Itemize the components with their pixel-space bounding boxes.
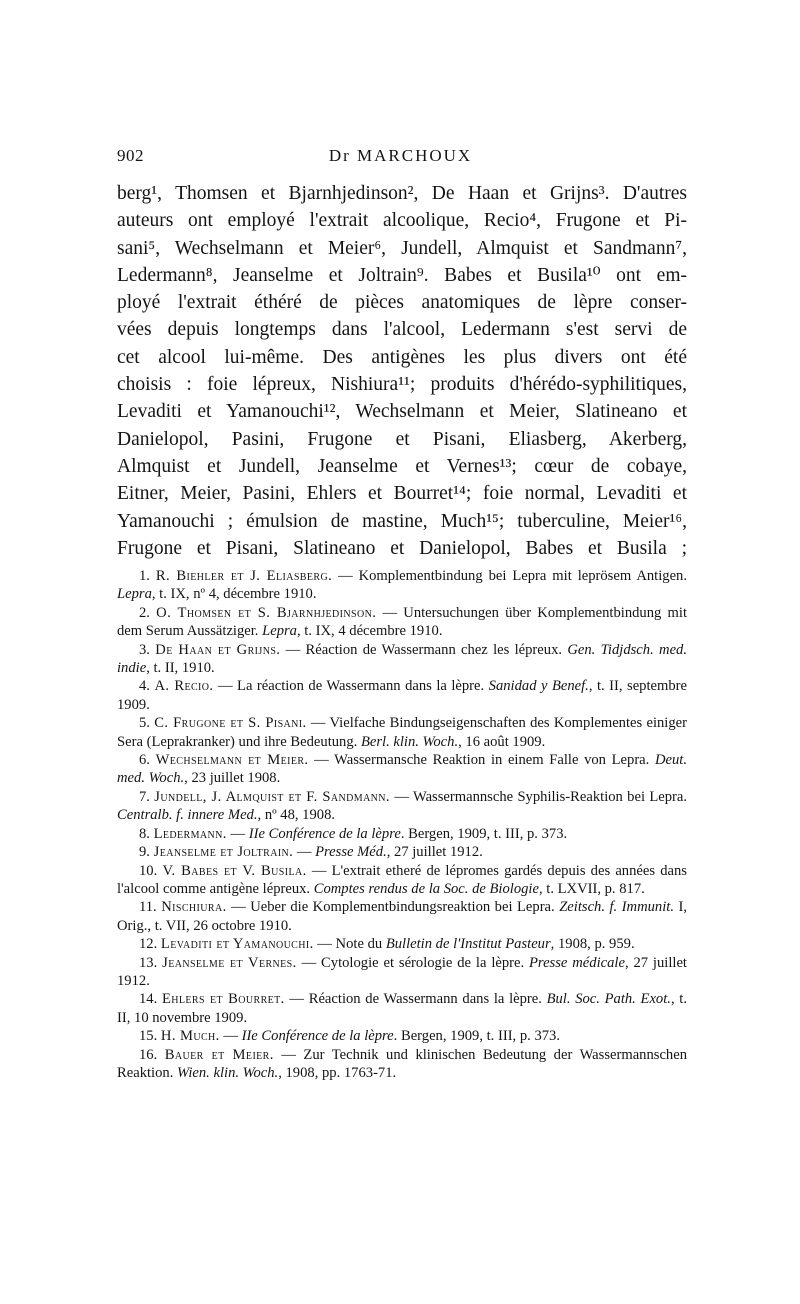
footnote [117,604,687,641]
footnote-source: Lepra [262,623,297,640]
footnote-number: 3. [139,641,150,658]
footnote-text: — La réaction de Wassermann dans la lèpre. [213,678,489,695]
footnote [117,567,687,604]
footnote-rest: I, Orig., t. VII, 26 octobre 1910. [117,899,687,934]
body-line: Danielopol, Pasini, Frugone et Pisani, Eliasberg, Akerberg, [117,428,687,450]
footnote-authors: Nischiura. [161,899,227,916]
running-head: Dr MARCHOUX [328,146,473,165]
footnote-number: 9. [139,844,150,861]
footnote-number: 8. [139,825,150,842]
body-line: sani⁵, Wechselmann et Meier⁶, Jundell, Almquist et Sandmann⁷, [117,237,687,259]
footnote [117,954,687,991]
body-line: choisis : foie lépreux, Nishiura¹¹; produits d'hérédo-syphilitiques, [117,374,687,396]
footnote-rest: , t. II, 1910. [146,660,215,677]
footnote-source: IIe Conférence de la lèpre [241,1028,394,1045]
footnote [117,1027,687,1045]
footnote-text: — Note du [313,936,386,953]
footnote-rest: . Bergen, 1909, t. III, p. 373. [400,825,568,842]
footnote [117,677,687,714]
footnote-text: — Wassermannsche Syphilis-Reaktion bei Lepra. [389,788,688,805]
footnote [117,990,687,1027]
footnote-number: 6. [139,752,150,769]
footnote [117,862,687,899]
footnote-authors: Jundell, J. Almquist et F. Sandmann. [154,788,390,805]
footnote-authors: Ledermann. [153,825,227,842]
footnote-source: IIe Conférence de la lèpre [248,825,401,842]
footnote-text: — Wassermansche Reaktion in einem Falle von Lepra. [308,752,655,769]
footnote-text: — Komplementbindung bei Lepra mit leprösem Antigen. [332,568,687,584]
footnote-number: 14. [139,991,158,1008]
footnote-source: Sanidad y Benef. [488,678,589,695]
footnote-authors: O. Thomsen et S. Bjarnhjedinson. [156,604,377,621]
footnote-text: — Untersuchungen über Komplementbindung mit dem Serum Aussätziger. [117,604,687,640]
footnote-number: 15. [139,1028,158,1045]
body-text [117,180,687,562]
footnote-rest: , t. II, septembre 1909. [117,678,687,713]
footnote-authors: Jeanselme et Joltrain. [153,844,294,861]
footnote-source: Comptes rendus de la Soc. de Biologie [313,880,539,897]
footnote-rest: , 23 juillet 1908. [184,770,281,787]
footnote [117,935,687,953]
footnote-number: 1. [139,568,150,584]
body-line: Ledermann⁸, Jeanselme et Joltrain⁹. Babes et Busila¹⁰ ont em- [117,264,687,286]
footnote [117,641,687,678]
footnote-rest: , 27 juillet 1912. [386,844,483,861]
footnote-source: Berl. klin. Woch. [360,733,459,750]
footnote-number: 12. [139,936,158,953]
body-line: Frugone et Pisani, Slatineano et Danielopol, Babes et Busila ; [117,537,687,559]
footnote-authors: C. Frugone et S. Pisani. [154,715,307,732]
footnote-source: Centralb. f. innere Med. [117,807,258,824]
footnote-text: — Ueber die Komplementbindungsreaktion bei Lepra. [226,899,560,916]
page-number: 902 [117,146,144,165]
footnote-authors: R. Biehler et J. Eliasberg. [155,568,333,584]
body-line: berg¹, Thomsen et Bjarnhjedinson², De Haan et Grijns³. D'autres [117,183,687,204]
footnote-source: Presse médicale [529,954,625,971]
body-line: cet alcool lui-même. Des antigènes les plus divers ont été [117,346,687,368]
footnote [117,1046,687,1083]
page-header [117,146,684,172]
footnote-text: — Réaction de Wassermann chez les lépreux. [280,641,568,658]
footnote-number: 5. [139,715,150,732]
footnote-authors: Bauer et Meier. [164,1046,274,1063]
footnote-authors: Ehlers et Bourret. [161,991,285,1008]
footnote [117,788,687,825]
footnote [117,898,687,935]
footnote-source: Zeitsch. f. Immunit. [559,899,674,916]
footnote-number: 10. [139,862,158,879]
footnote-number: 4. [139,678,150,695]
footnote-source: Gen. Tidjdsch. med. indie [117,641,687,677]
footnote-authors: Wechselmann et Meier. [155,752,309,769]
footnote-rest: , t. IX, nº 4, décembre 1910. [151,586,317,603]
footnote-source: Wien. klin. Woch. [177,1064,279,1081]
footnote-rest: , 1908, p. 959. [550,936,635,953]
footnote-text: — L'extrait etheré de lépromes gardés depuis des années dans l'alcool comme antigène lépreux. [117,862,687,897]
footnote-rest: , 1908, pp. 1763-71. [278,1064,397,1081]
footnote-authors: Jeanselme et Vernes. [162,954,297,971]
footnote-rest: , t. II, 10 novembre 1909. [117,991,687,1026]
footnote-number: 16. [139,1046,158,1063]
footnote-rest: , t. IX, 4 décembre 1910. [296,623,443,640]
footnote-rest: , t. LXVII, p. 817. [538,880,645,897]
footnote-authors: V. Babes et V. Busila. [162,862,307,879]
body-line: Almquist et Jundell, Jeanselme et Vernes¹³; cœur de cobaye, [117,455,687,477]
footnote [117,751,687,788]
footnote-authors: A. Recio. [154,678,214,695]
footnote-rest: . Bergen, 1909, t. III, p. 373. [393,1028,560,1045]
footnote-source: Presse Méd. [315,844,387,861]
footnote-text: — Zur Technik und klinischen Bedeutung der Wassermannschen Reaktion. [117,1046,687,1081]
footnote-authors: H. Much. [160,1028,220,1045]
footnote-source: Deut. med. Woch. [117,752,687,787]
footnote-source: Bulletin de l'Institut Pasteur [385,936,551,953]
footnote-text: — Réaction de Wassermann dans la lèpre. [284,991,547,1008]
footnote-text: — [219,1028,242,1045]
footnote-authors: De Haan et Grijns. [155,641,281,658]
footnote-rest: , 16 août 1909. [458,733,546,750]
footnote-rest: , 27 juillet 1912. [117,954,687,989]
footnote-number: 7. [139,788,150,805]
body-line: Levaditi et Yamanouchi¹², Wechselmann et Meier, Slatineano et [117,401,687,423]
body-line: ployé l'extrait éthéré de pièces anatomiques de lèpre conser- [117,292,687,314]
footnote [117,825,687,843]
footnote [117,843,687,861]
footnote-source: Bul. Soc. Path. Exot. [546,991,671,1008]
body-line: Yamanouchi ; émulsion de mastine, Much¹⁵; tuberculine, Meier¹⁶, [117,510,687,532]
footnote-number: 11. [139,899,157,916]
body-line: vées depuis longtemps dans l'alcool, Ledermann s'est servi de [117,319,687,341]
footnote-text: — [293,844,316,861]
footnote-text: — Cytologie et sérologie de la lèpre. [296,954,530,971]
body-line: auteurs ont employé l'extrait alcoolique, Recio⁴, Frugone et Pi- [117,210,687,232]
footnote [117,714,687,751]
footnote-number: 2. [139,604,150,621]
footnote-number: 13. [139,954,158,971]
footnote-source: Lepra [117,586,152,603]
footnote-authors: Levaditi et Yamanouchi. [160,936,314,953]
footnotes [117,567,687,1082]
footnote-text: — Vielfache Bindungseigenschaften des Komplementes einiger Sera (Leprakranker) und ihre Bedeutung. [117,715,687,750]
body-line: Eitner, Meier, Pasini, Ehlers et Bourret¹⁴; foie normal, Levaditi et [117,483,687,505]
footnote-rest: , nº 48, 1908. [257,807,336,824]
footnote-text: — [226,825,249,842]
